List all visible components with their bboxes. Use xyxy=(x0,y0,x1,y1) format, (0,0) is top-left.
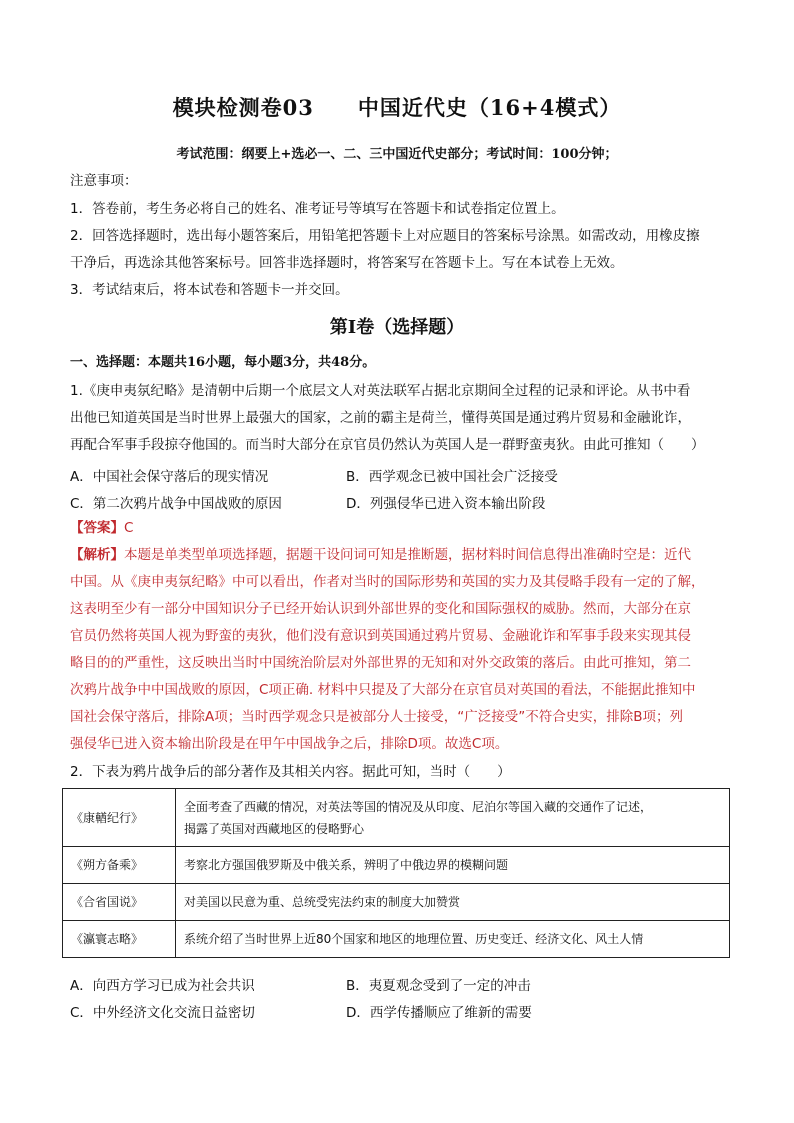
book-title: 《康輶纪行》 xyxy=(63,789,176,847)
book-title: 《朔方备乘》 xyxy=(63,847,176,884)
notice-line: 3．考试结束后，将本试卷和答题卡一并交回。 xyxy=(70,282,349,298)
q1-analysis-line: 官员仍然将英国人视为野蛮的夷狄，他们没有意识到英国通过鸦片贸易、金融讹诈和军事手段来实现其侵 xyxy=(70,628,691,644)
q1-stem-line: 1.《庚申夷氛纪略》是清朝中后期一个底层文人对英法联军占据北京期间全过程的记录和评论。从书中看 xyxy=(70,383,691,399)
q1-option-b: B．西学观念已被中国社会广泛接受 xyxy=(346,469,558,485)
q1-analysis-line: 略目的的严重性，这反映出当时中国统治阶层对外部世界的无知和对外交政策的落后。由此可推知，第二 xyxy=(70,655,691,671)
exam-scope: 考试范围：纲要上+选必一、二、三中国近代史部分；考试时间：100分钟； xyxy=(176,147,618,162)
book-content xyxy=(176,789,730,847)
q1-answer xyxy=(70,515,730,543)
book-title: 《合省国说》 xyxy=(63,884,176,921)
table-row xyxy=(63,884,730,921)
table-row xyxy=(63,847,730,884)
analysis-text: 本题是单类型单项选择题，据题干设问词可知是推断题，据材料时间信息得出准确时空是：近代 xyxy=(124,547,691,563)
q1-option-c: C．第二次鸦片战争中国战败的原因 xyxy=(70,496,282,512)
book-content: 考察北方强国俄罗斯及中俄关系，辨明了中俄边界的模糊问题 xyxy=(176,847,730,884)
q1-option-d: D．列强侵华已进入资本输出阶段 xyxy=(346,496,546,512)
q1-option-a: A．中国社会保守落后的现实情况 xyxy=(70,469,269,485)
q2-option-d: D．西学传播顺应了维新的需要 xyxy=(346,1005,532,1021)
q2-option-b: B．夷夏观念受到了一定的冲击 xyxy=(346,978,531,994)
table-row xyxy=(63,789,730,847)
q1-analysis-line: 强侵华已进入资本输出阶段是在甲午中国战争之后，排除D项。故选C项。 xyxy=(70,736,509,752)
notice-line: 1．答卷前，考生务必将自己的姓名、准考证号等填写在答题卡和试卷指定位置上。 xyxy=(70,201,565,217)
q1-stem-line: 出他已知道英国是当时世界上最强大的国家，之前的霸主是荷兰，懂得英国是通过鸦片贸易和金融讹诈， xyxy=(70,410,691,426)
table-row xyxy=(63,921,730,958)
notice-line: 干净后，再选涂其他答案标号。回答非选择题时，将答案写在答题卡上。写在本试卷上无效。 xyxy=(70,255,624,271)
notice-line: 2．回答选择题时，选出每小题答案后，用铅笔把答题卡上对应题目的答案标号涂黑。如需改动，用橡皮擦 xyxy=(70,228,700,244)
part-heading: 一、选择题：本题共16小题，每小题3分，共48分。 xyxy=(70,355,376,370)
works-table xyxy=(62,788,730,958)
book-content: 系统介绍了当时世界上近80个国家和地区的地理位置、历史变迁、经济文化、风土人情 xyxy=(176,921,730,958)
content-line: 全面考查了西藏的情况，对英法等国的情况及从印度、尼泊尔等国入藏的交通作了记述， xyxy=(184,799,653,814)
q1-analysis-line: 次鸦片战争中中国战败的原因，C项正确. 材料中只提及了大部分在京官员对英国的看法，不能据此推知中 xyxy=(70,682,696,698)
book-content: 对美国以民意为重、总统受宪法约束的制度大加赞赏 xyxy=(176,884,730,921)
q1-analysis-line: 国社会保守落后，排除A项；当时西学观念只是被部分人士接受，“广泛接受”不符合史实，排除B项；列 xyxy=(70,709,683,725)
content-line: 揭露了英国对西藏地区的侵略野心 xyxy=(184,821,365,836)
q2-stem: 2．下表为鸦片战争后的部分著作及其相关内容。据此可知，当时（ ） xyxy=(70,764,511,780)
q2-option-a: A．向西方学习已成为社会共识 xyxy=(70,978,255,994)
book-title: 《瀛寰志略》 xyxy=(63,921,176,958)
section-title: 第I卷（选择题） xyxy=(329,317,465,338)
q2-option-c: C．中外经济文化交流日益密切 xyxy=(70,1005,255,1021)
q1-analysis-line: 这表明至少有一部分中国知识分子已经开始认识到外部世界的变化和国际强权的威胁。然而，大部分在京 xyxy=(70,601,691,617)
answer-label: 【答案】 xyxy=(70,520,124,536)
notice-heading: 注意事项： xyxy=(70,173,138,189)
analysis-label: 【解析】 xyxy=(70,547,124,563)
exam-title: 模块检测卷03 中国近代史（16+4模式） xyxy=(172,95,622,120)
q1-analysis-line: 中国。从《庚申夷氛纪略》中可以看出，作者对当时的国际形势和英国的实力及其侵略手段有一定的了解， xyxy=(70,574,705,590)
q1-stem-line: 再配合军事手段掠夺他国的。而当时大部分在京官员仍然认为英国人是一群野蛮夷狄。由此可推知（ ） xyxy=(70,437,705,453)
answer-value: C xyxy=(124,520,134,536)
q1-analysis-line xyxy=(70,542,730,570)
